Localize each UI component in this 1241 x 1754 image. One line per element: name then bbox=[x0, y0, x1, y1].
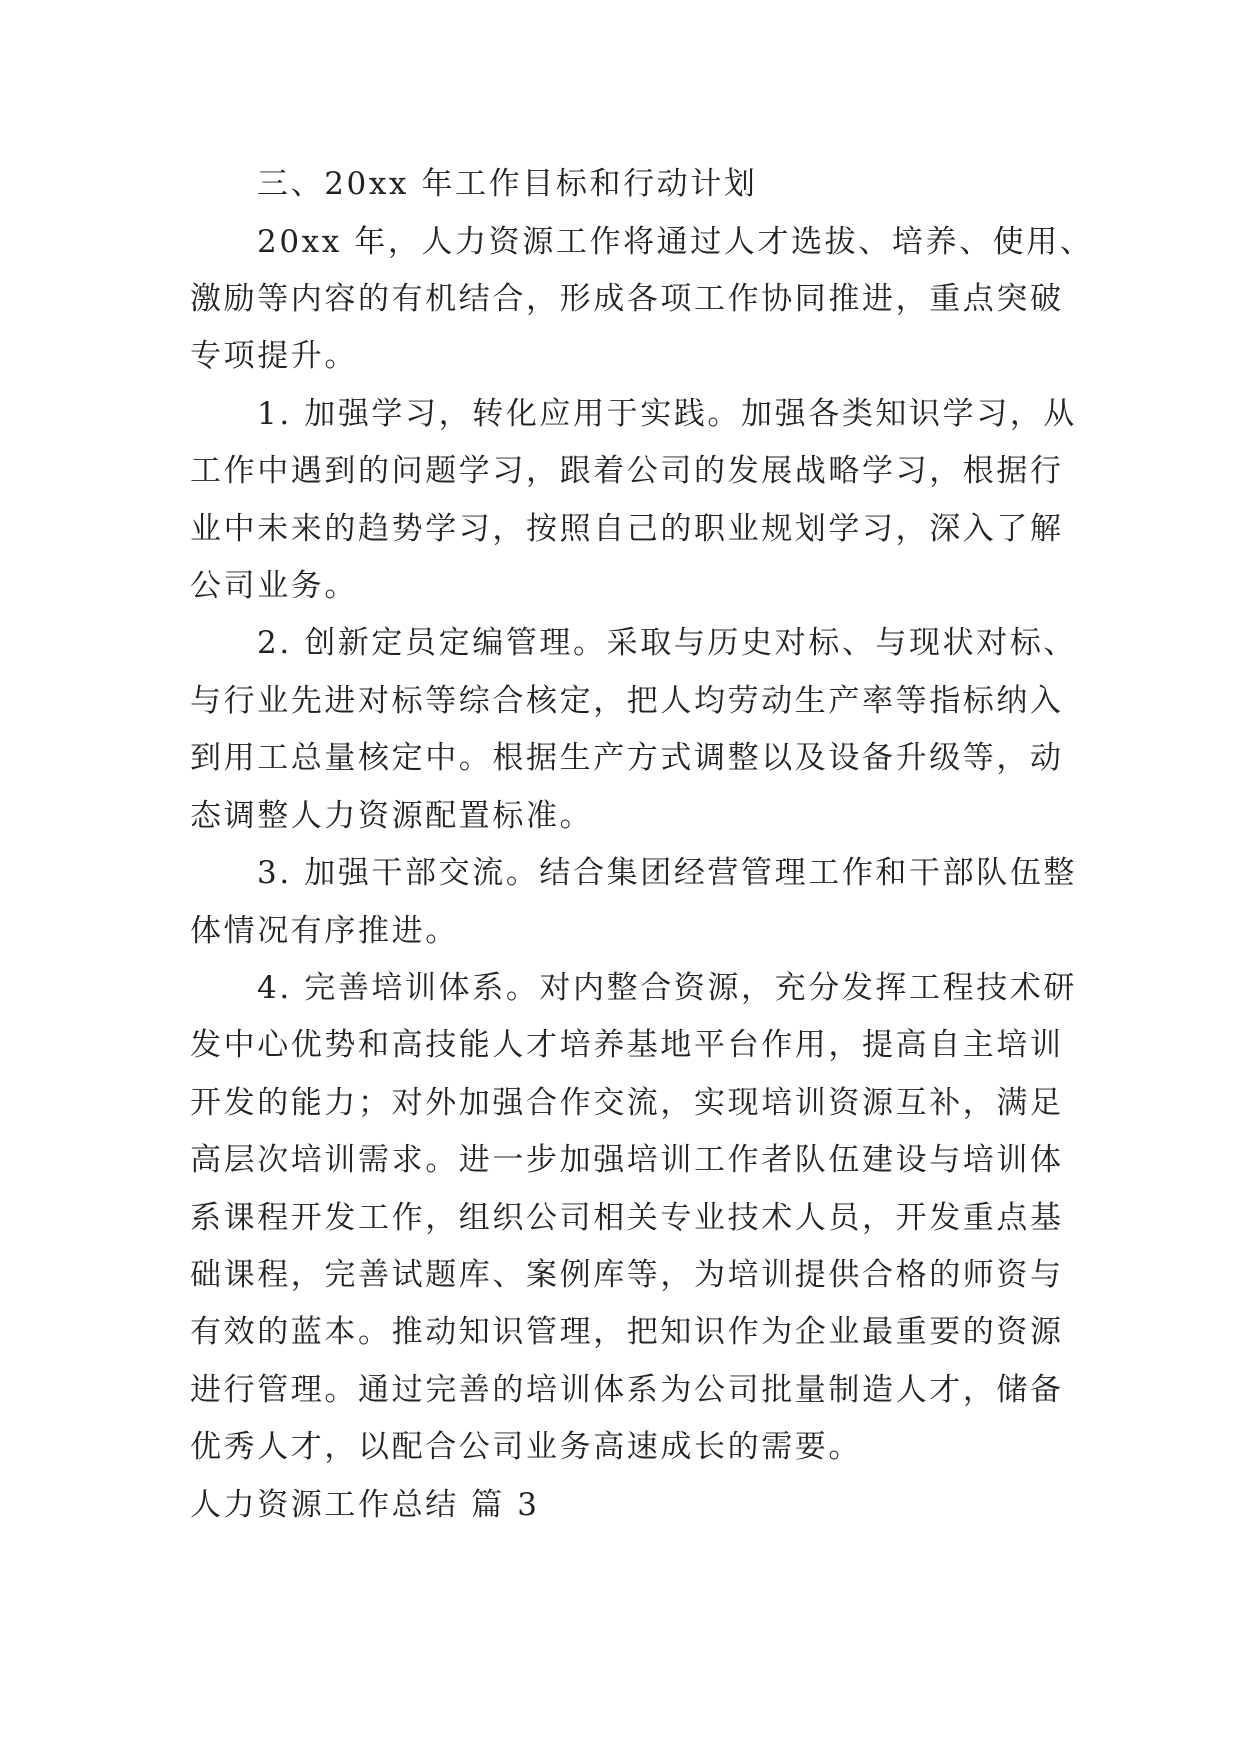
item4-line: 系课程开发工作，组织公司相关专业技术人员，开发重点基 bbox=[190, 1200, 1064, 1236]
intro-line: 激励等内容的有机结合，形成各项工作协同推进，重点突破 bbox=[190, 281, 1064, 317]
item2-line: 2. 创新定员定编管理。采取与历史对标、与现状对标、 bbox=[257, 625, 1078, 661]
item4-line: 开发的能力；对外加强合作交流，实现培训资源互补，满足 bbox=[190, 1085, 1064, 1121]
item4-line: 4. 完善培训体系。对内整合资源，充分发挥工程技术研 bbox=[257, 970, 1078, 1006]
item1-line: 工作中遇到的问题学习，跟着公司的发展战略学习，根据行 bbox=[190, 453, 1064, 489]
item1-line: 1. 加强学习，转化应用于实践。加强各类知识学习，从 bbox=[257, 396, 1078, 432]
item1-line: 公司业务。 bbox=[190, 568, 358, 604]
item4-line: 进行管理。通过完善的培训体系为公司批量制造人才，储备 bbox=[190, 1372, 1064, 1408]
intro-line: 20xx 年，人力资源工作将通过人才选拔、培养、使用、 bbox=[257, 224, 1094, 260]
item2-line: 态调整人力资源配置标准。 bbox=[190, 798, 594, 834]
item4-line: 优秀人才，以配合公司业务高速成长的需要。 bbox=[190, 1429, 862, 1465]
item4-line: 高层次培训需求。进一步加强培训工作者队伍建设与培训体 bbox=[190, 1142, 1064, 1178]
intro-line: 专项提升。 bbox=[190, 338, 358, 374]
next-section-title: 人力资源工作总结 篇 3 bbox=[190, 1487, 540, 1523]
item3-line: 3. 加强干部交流。结合集团经营管理工作和干部队伍整 bbox=[257, 855, 1078, 891]
section-heading: 三、20xx 年工作目标和行动计划 bbox=[257, 166, 758, 202]
item4-line: 有效的蓝本。推动知识管理，把知识作为企业最重要的资源 bbox=[190, 1314, 1064, 1350]
item2-line: 到用工总量核定中。根据生产方式调整以及设备升级等，动 bbox=[190, 740, 1064, 776]
item4-line: 发中心优势和高技能人才培养基地平台作用，提高自主培训 bbox=[190, 1027, 1064, 1063]
item4-line: 础课程，完善试题库、案例库等，为培训提供合格的师资与 bbox=[190, 1257, 1064, 1293]
item2-line: 与行业先进对标等综合核定，把人均劳动生产率等指标纳入 bbox=[190, 683, 1064, 719]
item3-line: 体情况有序推进。 bbox=[190, 913, 459, 949]
item1-line: 业中未来的趋势学习，按照自己的职业规划学习，深入了解 bbox=[190, 511, 1064, 547]
